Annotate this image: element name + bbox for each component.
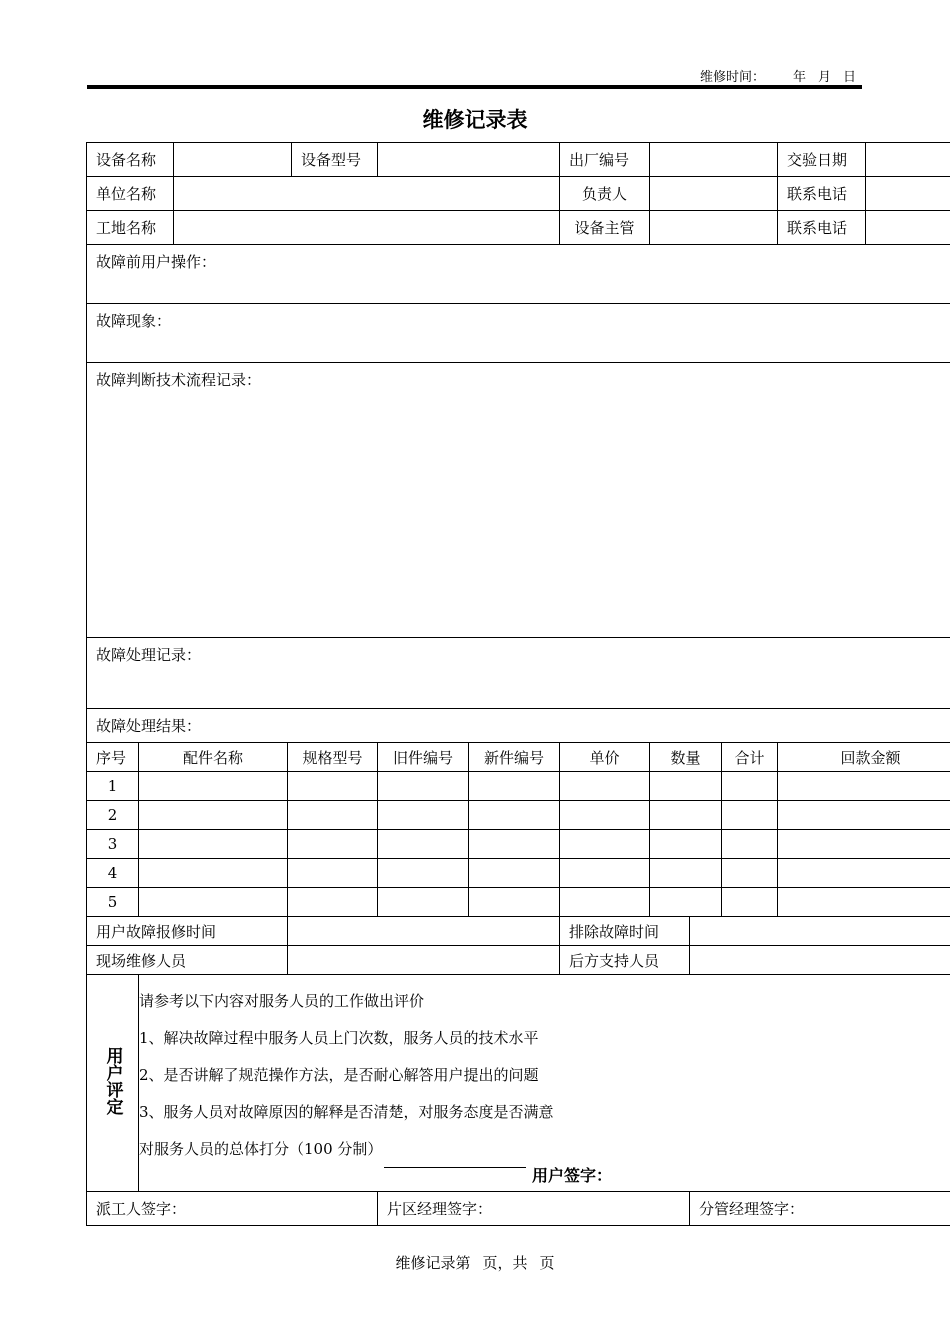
- row-number: 4: [87, 859, 139, 888]
- acceptance-date-label: 交验日期: [778, 143, 866, 177]
- device-model-label: 设备型号: [292, 143, 378, 177]
- col-header-spec: 规格型号: [288, 743, 378, 772]
- new-part-no-cell[interactable]: [469, 772, 560, 801]
- table-row: [87, 772, 950, 801]
- payment-cell[interactable]: [778, 772, 950, 801]
- evaluation-score-label: 对服务人员的总体打分（100 分制）: [139, 1140, 383, 1158]
- payment-cell[interactable]: [778, 801, 950, 830]
- col-header-part-name: 配件名称: [139, 743, 288, 772]
- part-name-cell[interactable]: [139, 888, 288, 917]
- new-part-no-cell[interactable]: [469, 801, 560, 830]
- device-supervisor-field[interactable]: [650, 211, 778, 245]
- clear-time-field[interactable]: [690, 917, 950, 946]
- spec-cell[interactable]: [288, 888, 378, 917]
- handling-record-label: 故障处理记录：: [96, 646, 202, 664]
- report-time-field[interactable]: [288, 917, 560, 946]
- dispatcher-signature-label: 派工人签字：: [96, 1200, 187, 1218]
- col-header-quantity: 数量: [650, 743, 722, 772]
- col-header-total: 合计: [722, 743, 778, 772]
- site-name-label: 工地名称: [87, 211, 174, 245]
- handling-result-section[interactable]: [87, 709, 950, 743]
- quantity-cell[interactable]: [650, 830, 722, 859]
- quantity-cell[interactable]: [650, 888, 722, 917]
- footer-left: 维修记录第: [395, 1254, 471, 1272]
- contact-phone-field-2[interactable]: [866, 211, 950, 245]
- unit-name-field[interactable]: [174, 177, 560, 211]
- unit-price-cell[interactable]: [560, 830, 650, 859]
- col-header-new-part-no: 新件编号: [469, 743, 560, 772]
- contact-phone-label-1: 联系电话: [778, 177, 866, 211]
- footer-right: 页: [539, 1254, 555, 1272]
- fault-phenomenon-section[interactable]: [87, 304, 950, 363]
- old-part-no-cell[interactable]: [378, 801, 469, 830]
- person-in-charge-field[interactable]: [650, 177, 778, 211]
- total-cell[interactable]: [722, 830, 778, 859]
- repair-date-label: 维修时间：: [700, 70, 766, 85]
- pre-fault-operation-label: 故障前用户操作：: [96, 253, 217, 271]
- device-supervisor-label: 设备主管: [560, 211, 650, 245]
- old-part-no-cell[interactable]: [378, 888, 469, 917]
- row-number: 3: [87, 830, 139, 859]
- col-header-payment: 回款金额: [778, 743, 950, 772]
- new-part-no-cell[interactable]: [469, 888, 560, 917]
- table-row: [87, 801, 950, 830]
- part-name-cell[interactable]: [139, 859, 288, 888]
- backend-support-field[interactable]: [690, 946, 950, 975]
- evaluation-item-2: 2、是否讲解了规范操作方法，是否耐心解答用户提出的问题: [139, 1066, 539, 1084]
- device-name-field[interactable]: [174, 143, 292, 177]
- total-cell[interactable]: [722, 772, 778, 801]
- branch-manager-signature-cell[interactable]: [690, 1192, 950, 1226]
- spec-cell[interactable]: [288, 830, 378, 859]
- new-part-no-cell[interactable]: [469, 830, 560, 859]
- spec-cell[interactable]: [288, 859, 378, 888]
- day-label: 日: [843, 70, 857, 85]
- dispatcher-signature-cell[interactable]: [87, 1192, 378, 1226]
- spec-cell[interactable]: [288, 772, 378, 801]
- device-name-label: 设备名称: [87, 143, 174, 177]
- part-name-cell[interactable]: [139, 830, 288, 859]
- page-footer: [0, 1252, 950, 1273]
- user-evaluation-content: [139, 975, 950, 1192]
- total-cell[interactable]: [722, 801, 778, 830]
- evaluation-item-3: 3、服务人员对故障原因的解释是否清楚，对服务态度是否满意: [139, 1103, 554, 1121]
- onsite-staff-label: 现场维修人员: [87, 946, 288, 975]
- table-row: [87, 830, 950, 859]
- diagnosis-record-label: 故障判断技术流程记录：: [96, 371, 262, 389]
- area-manager-signature-label: 片区经理签字：: [387, 1200, 493, 1218]
- user-evaluation-label: 用户评定: [102, 1047, 123, 1115]
- person-in-charge-label: 负责人: [560, 177, 650, 211]
- spec-cell[interactable]: [288, 801, 378, 830]
- onsite-staff-field[interactable]: [288, 946, 560, 975]
- col-header-old-part-no: 旧件编号: [378, 743, 469, 772]
- table-row: [87, 859, 950, 888]
- year-label: 年: [793, 70, 807, 85]
- unit-price-cell[interactable]: [560, 801, 650, 830]
- repair-record-form: [86, 142, 950, 1226]
- row-number: 2: [87, 801, 139, 830]
- device-model-field[interactable]: [378, 143, 560, 177]
- acceptance-date-field[interactable]: [866, 143, 950, 177]
- col-header-no: 序号: [87, 743, 139, 772]
- report-time-label: 用户故障报修时间: [87, 917, 288, 946]
- evaluation-item-1: 1、解决故障过程中服务人员上门次数，服务人员的技术水平: [139, 1029, 539, 1047]
- serial-no-label: 出厂编号: [560, 143, 650, 177]
- col-header-unit-price: 单价: [560, 743, 650, 772]
- footer-middle: 页，共: [482, 1254, 528, 1272]
- unit-price-cell[interactable]: [560, 888, 650, 917]
- unit-price-cell[interactable]: [560, 772, 650, 801]
- row-number: 1: [87, 772, 139, 801]
- payment-cell[interactable]: [778, 830, 950, 859]
- payment-cell[interactable]: [778, 888, 950, 917]
- total-cell[interactable]: [722, 859, 778, 888]
- row-number: 5: [87, 888, 139, 917]
- serial-no-field[interactable]: [650, 143, 778, 177]
- user-evaluation-label-cell: [87, 975, 139, 1192]
- new-part-no-cell[interactable]: [469, 859, 560, 888]
- unit-price-cell[interactable]: [560, 859, 650, 888]
- branch-manager-signature-label: 分管经理签字：: [699, 1200, 805, 1218]
- handling-result-label: 故障处理结果：: [96, 717, 202, 735]
- quantity-cell[interactable]: [650, 859, 722, 888]
- header-rule: [87, 85, 862, 89]
- part-name-cell[interactable]: [139, 801, 288, 830]
- unit-name-label: 单位名称: [87, 177, 174, 211]
- quantity-cell[interactable]: [650, 772, 722, 801]
- old-part-no-cell[interactable]: [378, 772, 469, 801]
- month-label: 月: [818, 70, 832, 85]
- quantity-cell[interactable]: [650, 801, 722, 830]
- clear-time-label: 排除故障时间: [560, 917, 690, 946]
- contact-phone-label-2: 联系电话: [778, 211, 866, 245]
- repair-date-header: [700, 66, 856, 85]
- part-name-cell[interactable]: [139, 772, 288, 801]
- user-signature-label: 用户签字：: [532, 1166, 613, 1185]
- backend-support-label: 后方支持人员: [560, 946, 690, 975]
- site-name-field[interactable]: [174, 211, 560, 245]
- old-part-no-cell[interactable]: [378, 859, 469, 888]
- fault-phenomenon-label: 故障现象：: [96, 312, 172, 330]
- payment-cell[interactable]: [778, 859, 950, 888]
- area-manager-signature-cell[interactable]: [378, 1192, 690, 1226]
- table-row: [87, 888, 950, 917]
- page-title: 维修记录表: [422, 108, 528, 132]
- score-input[interactable]: [384, 1153, 526, 1168]
- diagnosis-record-section[interactable]: [87, 363, 950, 638]
- total-cell[interactable]: [722, 888, 778, 917]
- contact-phone-field-1[interactable]: [866, 177, 950, 211]
- pre-fault-operation-section[interactable]: [87, 245, 950, 304]
- evaluation-intro: 请参考以下内容对服务人员的工作做出评价: [139, 992, 425, 1010]
- old-part-no-cell[interactable]: [378, 830, 469, 859]
- handling-record-section[interactable]: [87, 638, 950, 709]
